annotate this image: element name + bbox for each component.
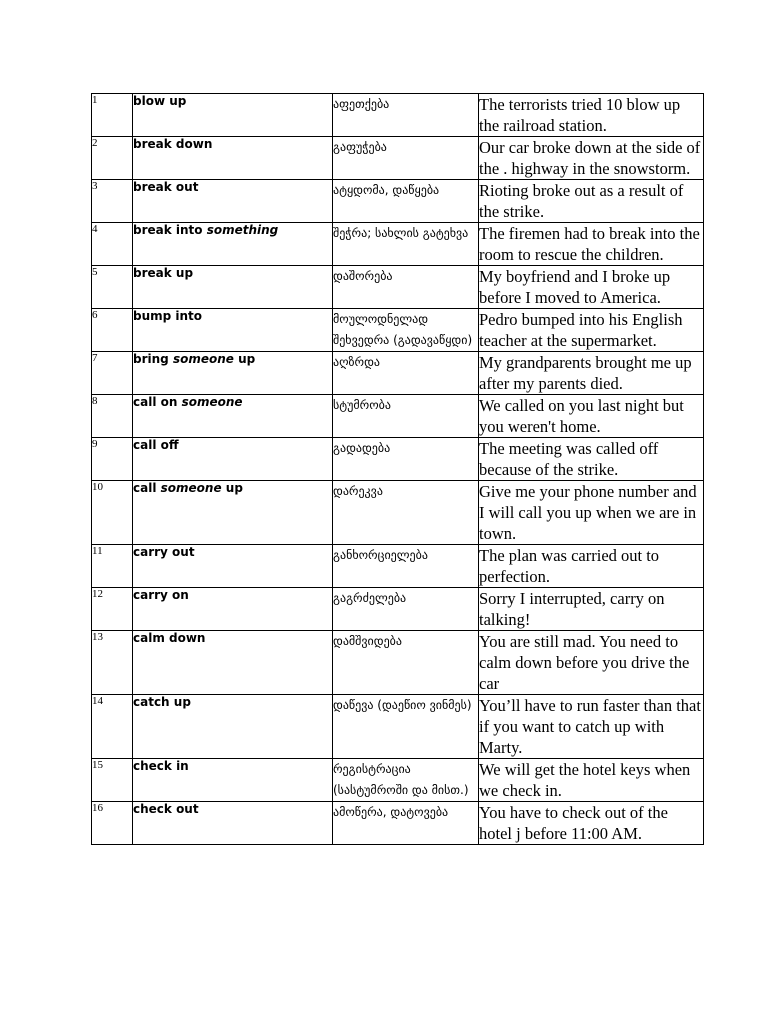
phrasal-verb-cell: [133, 137, 333, 180]
table-row: [92, 223, 704, 266]
table-row: [92, 94, 704, 137]
example-sentence-cell: Give me your phone number and I will call you up when we are in town.: [479, 481, 704, 545]
example-sentence-cell: We called on you last night but you weren't home.: [479, 395, 704, 438]
verb-object-placeholder: someone: [160, 481, 222, 495]
verb-text: call on: [133, 395, 182, 409]
table-row: [92, 759, 704, 802]
example-sentence-cell: Pedro bumped into his English teacher at the supermarket.: [479, 309, 704, 352]
georgian-translation-cell: გაგრძელება: [333, 588, 479, 631]
phrasal-verb-cell: [133, 481, 333, 545]
phrasal-verb-cell: [133, 759, 333, 802]
georgian-translation-cell: გადადება: [333, 438, 479, 481]
row-number: 3: [92, 180, 133, 223]
phrasal-verb-cell: [133, 266, 333, 309]
row-number: 14: [92, 695, 133, 759]
example-sentence-cell: We will get the hotel keys when we check in.: [479, 759, 704, 802]
example-sentence-cell: My grandparents brought me up after my parents died.: [479, 352, 704, 395]
row-number: 12: [92, 588, 133, 631]
phrasal-verb-cell: [133, 223, 333, 266]
row-number: 11: [92, 545, 133, 588]
georgian-translation-cell: მოულოდნელად შეხვედრა (გადავაწყდი): [333, 309, 479, 352]
georgian-translation-cell: ამოწერა, დატოვება: [333, 802, 479, 845]
example-sentence-cell: You are still mad. You need to calm down before you drive the car: [479, 631, 704, 695]
verb-text: call: [133, 481, 161, 495]
verb-text: break up: [133, 266, 194, 280]
phrasal-verb-cell: [133, 438, 333, 481]
georgian-translation-cell: დაწევა (დაეწიო ვინმეს): [333, 695, 479, 759]
row-number: 5: [92, 266, 133, 309]
example-sentence-cell: You have to check out of the hotel j before 11:00 AM.: [479, 802, 704, 845]
verb-text: carry on: [133, 588, 189, 602]
verb-object-placeholder: something: [206, 223, 279, 237]
table-row: [92, 695, 704, 759]
table-row: [92, 266, 704, 309]
table-row: [92, 588, 704, 631]
row-number: 6: [92, 309, 133, 352]
example-sentence-cell: Rioting broke out as a result of the strike.: [479, 180, 704, 223]
verb-object-placeholder: someone: [181, 395, 243, 409]
phrasal-verb-cell: [133, 94, 333, 137]
phrasal-verb-cell: [133, 545, 333, 588]
phrasal-verb-cell: [133, 588, 333, 631]
verb-text: calm down: [133, 631, 206, 645]
example-sentence-cell: The firemen had to break into the room to rescue the children.: [479, 223, 704, 266]
verb-text: check out: [133, 802, 199, 816]
phrasal-verb-cell: [133, 180, 333, 223]
table-row: [92, 545, 704, 588]
row-number: 13: [92, 631, 133, 695]
phrasal-verb-cell: [133, 309, 333, 352]
example-sentence-cell: My boyfriend and I broke up before I moved to America.: [479, 266, 704, 309]
row-number: 4: [92, 223, 133, 266]
example-sentence-cell: You’ll have to run faster than that if you want to catch up with Marty.: [479, 695, 704, 759]
verb-text: break out: [133, 180, 199, 194]
row-number: 9: [92, 438, 133, 481]
row-number: 16: [92, 802, 133, 845]
row-number: 7: [92, 352, 133, 395]
table-row: [92, 481, 704, 545]
verb-object-placeholder: someone: [172, 352, 234, 366]
row-number: 2: [92, 137, 133, 180]
georgian-translation-cell: სტუმრობა: [333, 395, 479, 438]
table-row: [92, 352, 704, 395]
example-sentence-cell: The terrorists tried 10 blow up the railroad station.: [479, 94, 704, 137]
georgian-translation-cell: რეგისტრაცია (სასტუმროში და მისთ.): [333, 759, 479, 802]
verb-text: break down: [133, 137, 213, 151]
example-sentence-cell: The plan was carried out to perfection.: [479, 545, 704, 588]
georgian-translation-cell: დაშორება: [333, 266, 479, 309]
phrasal-verb-cell: [133, 631, 333, 695]
row-number: 15: [92, 759, 133, 802]
row-number: 8: [92, 395, 133, 438]
phrasal-verbs-table: [91, 93, 704, 845]
georgian-translation-cell: დარეკვა: [333, 481, 479, 545]
verb-text: bring: [133, 352, 173, 366]
georgian-translation-cell: აღზრდა: [333, 352, 479, 395]
example-sentence-cell: Sorry I interrupted, carry on talking!: [479, 588, 704, 631]
table-row: [92, 438, 704, 481]
table-row: [92, 802, 704, 845]
verb-text: up: [233, 352, 256, 366]
table-row: [92, 180, 704, 223]
verb-text: bump into: [133, 309, 203, 323]
georgian-translation-cell: განხორციელება: [333, 545, 479, 588]
verb-text: check in: [133, 759, 189, 773]
verb-text: break into: [133, 223, 207, 237]
georgian-translation-cell: ატყდომა, დაწყება: [333, 180, 479, 223]
phrasal-verb-cell: [133, 695, 333, 759]
table-row: [92, 631, 704, 695]
georgian-translation-cell: აფეთქება: [333, 94, 479, 137]
phrasal-verb-cell: [133, 802, 333, 845]
phrasal-verb-cell: [133, 395, 333, 438]
row-number: 1: [92, 94, 133, 137]
example-sentence-cell: The meeting was called off because of the strike.: [479, 438, 704, 481]
georgian-translation-cell: შეჭრა; სახლის გატეხვა: [333, 223, 479, 266]
georgian-translation-cell: დამშვიდება: [333, 631, 479, 695]
table-row: [92, 309, 704, 352]
georgian-translation-cell: გაფუჭება: [333, 137, 479, 180]
verb-text: call off: [133, 438, 179, 452]
verb-text: up: [221, 481, 243, 495]
table-row: [92, 137, 704, 180]
table-body: [92, 94, 704, 845]
table-row: [92, 395, 704, 438]
verb-text: blow up: [133, 94, 187, 108]
verb-text: catch up: [133, 695, 191, 709]
example-sentence-cell: Our car broke down at the side of the . highway in the snowstorm.: [479, 137, 704, 180]
phrasal-verb-cell: [133, 352, 333, 395]
verb-text: carry out: [133, 545, 195, 559]
row-number: 10: [92, 481, 133, 545]
